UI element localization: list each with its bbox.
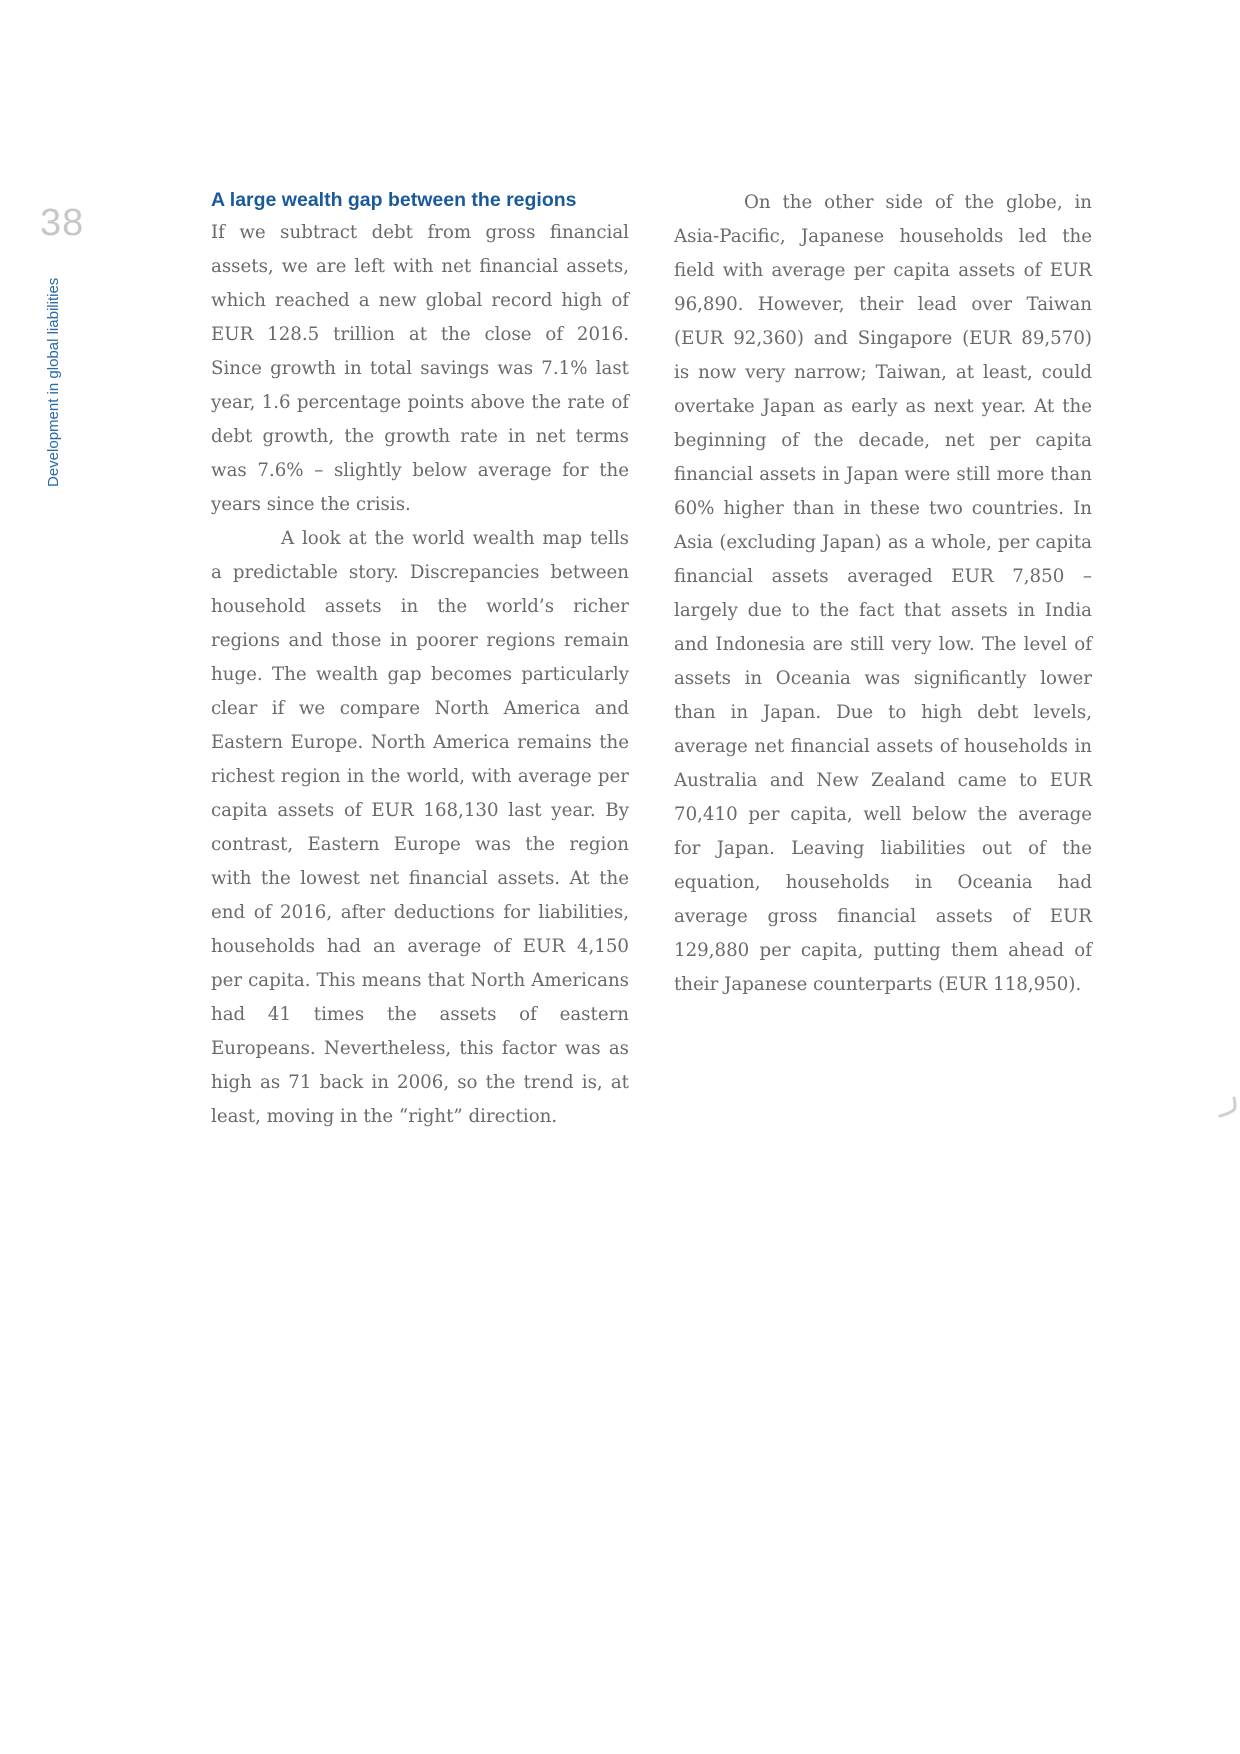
left-text-column [211, 184, 629, 1134]
right-text-column [674, 184, 1092, 1002]
page-number: 38 [40, 202, 85, 244]
page-edge-mark [1218, 1094, 1240, 1124]
section-side-label: Development in global liabilities [45, 277, 62, 487]
section-heading: A large wealth gap between the regions [211, 189, 577, 211]
body-paragraph: A look at the world wealth map tells a predictable story. Discrepancies between household assets in the world’s richer regions and those in poorer regions remain huge. The wealth gap becomes particularly clear if we compare North America and Eastern Europe. North America remains the richest region in the world, with average per capita assets of EUR 168,130 last year. By contrast, Eastern Europe was the region with the lowest net financial assets. At the end of 2016, after deductions for liabilities, households had an average of EUR 4,150 per capita. This means that North Americans had 41 times the assets of eastern Europeans. Nevertheless, this factor was as high as 71 back in 2006, so the trend is, at least, moving in the “right” direction. [211, 528, 629, 1127]
body-paragraph: If we subtract debt from gross financial assets, we are left with net financial assets, which reached a new global record high of EUR 128.5 trillion at the close of 2016. Since growth in total savings was 7.1% last year, 1.6 percentage points above the rate of debt growth, the growth rate in net terms was 7.6% – slightly below average for the years since the crisis. [211, 222, 629, 515]
body-paragraph: On the other side of the globe, in Asia-Pacific, Japanese households led the field with average per capita assets of EUR 96,890. However, their lead over Taiwan (EUR 92,360) and Singapore (EUR 89,570) is now very narrow; Taiwan, at least, could overtake Japan as early as next year. At the beginning of the decade, net per capita financial assets in Japan were still more than 60% higher than in these two countries. In Asia (excluding Japan) as a whole, per capita financial assets averaged EUR 7,850 – largely due to the fact that assets in India and Indonesia are still very low. The level of assets in Oceania was significantly lower than in Japan. Due to high debt levels, average net financial assets of households in Australia and New Zealand came to EUR 70,410 per capita, well below the average for Japan. Leaving liabilities out of the equation, households in Oceania had average gross financial assets of EUR 129,880 per capita, putting them ahead of their Japanese counterparts (EUR 118,950). [674, 192, 1092, 995]
